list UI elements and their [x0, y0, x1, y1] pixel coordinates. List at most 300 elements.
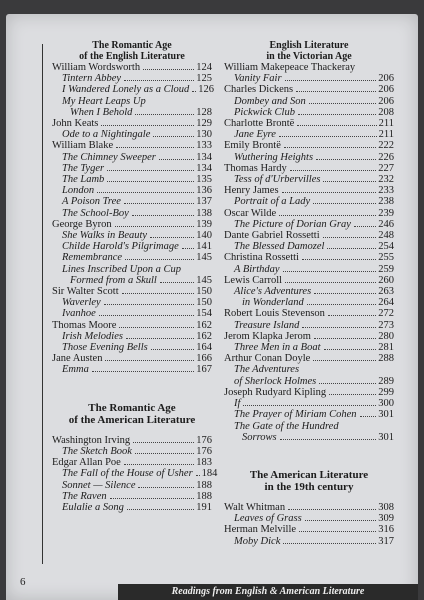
- toc-entry-title: Lewis Carroll: [224, 274, 283, 286]
- toc-entry: [224, 163, 394, 174]
- toc-entry-title: The Picture of Dorian Gray: [234, 218, 351, 230]
- toc-list: [224, 502, 394, 547]
- toc-entry-title: in Wonderland: [242, 297, 304, 309]
- toc-entry-title: London: [62, 185, 95, 197]
- left-margin-rule: [42, 44, 43, 564]
- toc-entry-title: Tess of d'Urbervilles: [234, 174, 321, 186]
- toc-entry-page: 308: [378, 501, 394, 513]
- toc-entry-title: The Lamb: [62, 174, 105, 186]
- toc-entry-page: 206: [378, 84, 394, 96]
- dot-leader: [135, 453, 194, 454]
- dot-leader: [360, 416, 377, 417]
- toc-entry-page: 154: [196, 308, 212, 320]
- toc-entry-title: She Walks in Beauty: [62, 230, 148, 242]
- toc-entry-page: 239: [378, 207, 394, 219]
- dot-leader: [124, 464, 194, 465]
- toc-entry: [224, 174, 394, 185]
- toc-entry-title: Ivanhoe: [62, 308, 96, 320]
- toc-entry-title: The Raven: [62, 490, 107, 502]
- dot-leader: [302, 259, 376, 260]
- toc-entry: [52, 252, 212, 263]
- toc-entry-title: Formed from a Skull: [70, 274, 157, 286]
- toc-entry-title: of Sherlock Holmes: [234, 375, 317, 387]
- toc-entry-page: 167: [196, 364, 212, 376]
- toc-entry: [52, 107, 212, 118]
- toc-entry-page: 126: [198, 84, 215, 96]
- toc-entry: [52, 264, 212, 275]
- toc-entry-title: Eulalie a Song: [62, 501, 124, 513]
- toc-entry-title: The Blessed Damozel: [234, 241, 325, 253]
- dot-leader: [323, 237, 377, 238]
- toc-entry-page: 183: [196, 457, 212, 469]
- toc-entry-page: 130: [196, 129, 212, 141]
- toc-entry-title: Sonnet — Silence: [62, 479, 136, 491]
- dot-leader: [107, 181, 194, 182]
- toc-entry-page: 211: [378, 118, 394, 130]
- left-column: [52, 40, 218, 513]
- dot-leader: [126, 338, 194, 339]
- toc-entry: [52, 457, 212, 468]
- heading-line: of the American Literature: [68, 414, 196, 427]
- dot-leader: [243, 405, 376, 406]
- toc-entry-page: 166: [196, 353, 212, 365]
- dot-leader: [297, 125, 376, 126]
- toc-entry-title: Washington Irving: [52, 434, 131, 446]
- book-page: [6, 14, 418, 600]
- dot-leader: [99, 315, 194, 316]
- toc-entry: [52, 342, 212, 353]
- toc-entry: [224, 196, 394, 207]
- toc-entry: [224, 297, 394, 308]
- toc-entry: [224, 129, 394, 140]
- toc-entry-title: Leaves of Grass: [234, 513, 302, 525]
- toc-entry-page: 188: [196, 479, 212, 491]
- toc-entry-title: The Chimney Sweeper: [62, 151, 156, 163]
- toc-entry-title: Herman Melville: [224, 524, 297, 536]
- toc-list: [52, 434, 218, 513]
- toc-entry-page: 188: [196, 490, 212, 502]
- section-heading: [52, 40, 212, 62]
- toc-entry-page: 316: [378, 524, 394, 536]
- dot-leader: [122, 293, 195, 294]
- toc-entry-title: Charles Dickens: [224, 84, 294, 96]
- toc-entry-title: The Sketch Book: [62, 445, 132, 457]
- toc-entry-page: 222: [378, 140, 394, 152]
- toc-entry-title: Waverley: [62, 297, 101, 309]
- toc-entry-title: The Gate of the Hundred: [234, 420, 339, 432]
- toc-entry: [224, 241, 394, 252]
- toc-entry-title: Lines Inscribed Upon a Cup: [62, 263, 181, 275]
- dot-leader: [105, 360, 194, 361]
- toc-entry-page: 141: [196, 241, 212, 253]
- toc-entry-page: 227: [378, 162, 394, 174]
- dot-leader: [107, 170, 194, 171]
- dot-leader: [153, 136, 194, 137]
- toc-entry: [224, 252, 394, 263]
- toc-entry: [52, 435, 212, 446]
- toc-entry: [52, 196, 212, 207]
- dot-leader: [298, 114, 376, 115]
- toc-entry: [52, 502, 212, 513]
- toc-entry: [224, 432, 394, 443]
- toc-entry-title: Christina Rossetti: [224, 252, 299, 264]
- toc-entry-title: Those Evening Bells: [62, 342, 148, 354]
- dot-leader: [151, 349, 195, 350]
- dot-leader: [283, 543, 376, 544]
- toc-entry: [52, 152, 212, 163]
- toc-entry-page: 232: [378, 174, 394, 186]
- dot-leader: [284, 147, 376, 148]
- toc-entry: [52, 275, 212, 286]
- section-heading: [52, 402, 212, 427]
- toc-entry-page: 124: [196, 62, 212, 73]
- toc-entry-title: Thomas Hardy: [224, 162, 287, 174]
- toc-entry-page: 281: [378, 342, 394, 354]
- toc-entry-title: Pickwick Club: [234, 106, 295, 118]
- dot-leader: [104, 304, 195, 305]
- heading-line: The Romantic Age: [92, 40, 172, 51]
- toc-entry-title: Treasure Island: [234, 319, 300, 331]
- section-heading: [224, 469, 394, 494]
- toc-entry: [224, 308, 394, 319]
- toc-entry-page: 233: [378, 185, 394, 197]
- toc-entry: [52, 96, 212, 107]
- toc-entry-page: 280: [378, 330, 394, 342]
- section-heading: [224, 40, 394, 62]
- toc-entry-page: 206: [378, 73, 394, 85]
- toc-entry-title: I Wandered Lonely as a Cloud: [62, 84, 190, 96]
- dot-leader: [327, 248, 376, 249]
- toc-entry-title: William Makepeace Thackeray: [224, 62, 356, 73]
- toc-entry: [224, 219, 394, 230]
- toc-entry-title: A Poison Tree: [62, 196, 121, 208]
- toc-entry: [224, 107, 394, 118]
- toc-entry: [224, 536, 394, 547]
- toc-entry-title: William Blake: [52, 140, 114, 152]
- toc-entry: [52, 129, 212, 140]
- dot-leader: [302, 327, 376, 328]
- toc-entry: [52, 286, 212, 297]
- toc-entry-page: 226: [378, 151, 394, 163]
- toc-entry: [224, 185, 394, 196]
- toc-entry-title: Jane Eyre: [234, 129, 276, 141]
- dot-leader: [279, 136, 377, 137]
- toc-entry-page: 259: [378, 263, 394, 275]
- dot-leader: [314, 338, 376, 339]
- toc-entry: [52, 219, 212, 230]
- toc-entry-title: My Heart Leaps Up: [62, 95, 146, 107]
- toc-entry-page: 299: [378, 386, 394, 398]
- toc-entry-title: Sorrows: [242, 431, 277, 443]
- toc-entry: [52, 185, 212, 196]
- toc-entry-page: 254: [378, 241, 394, 253]
- toc-entry-title: If: [234, 398, 241, 410]
- toc-entry-title: The Tyger: [62, 162, 105, 174]
- dot-leader: [324, 349, 377, 350]
- toc-entry-page: 246: [378, 218, 394, 230]
- toc-entry: [224, 353, 394, 364]
- toc-entry-title: George Byron: [52, 218, 112, 230]
- toc-entry-page: 162: [196, 319, 212, 331]
- heading-line: English Literature: [269, 40, 349, 51]
- toc-entry: [52, 446, 212, 457]
- heading-line: The Romantic Age: [88, 401, 176, 414]
- toc-entry-title: Ode to a Nightingale: [62, 129, 151, 141]
- toc-entry: [52, 140, 212, 151]
- right-column: [224, 40, 394, 547]
- dot-leader: [285, 80, 377, 81]
- toc-entry-page: 260: [378, 274, 394, 286]
- dot-leader: [196, 475, 200, 476]
- toc-entry-page: 129: [196, 118, 212, 130]
- toc-entry-title: Alice's Adventures: [234, 286, 312, 298]
- toc-entry-title: Three Men in a Boat: [234, 342, 321, 354]
- toc-entry: [224, 73, 394, 84]
- toc-entry-page: 139: [196, 218, 212, 230]
- heading-line: in the 19th century: [264, 481, 354, 494]
- toc-entry-title: Henry James: [224, 185, 279, 197]
- dot-leader: [307, 304, 377, 305]
- toc-entry-page: 191: [196, 501, 212, 513]
- toc-entry-title: Joseph Rudyard Kipling: [224, 386, 327, 398]
- toc-entry: [224, 320, 394, 331]
- toc-entry-title: Emily Brontë: [224, 140, 281, 152]
- toc-entry: [224, 84, 394, 95]
- toc-entry-title: William Wordsworth: [52, 62, 141, 73]
- dot-leader: [116, 147, 194, 148]
- toc-entry: [224, 96, 394, 107]
- toc-entry: [224, 208, 394, 219]
- heading-line: The American Literature: [249, 468, 369, 481]
- toc-entry: [52, 297, 212, 308]
- toc-entry: [224, 398, 394, 409]
- toc-entry-page: 263: [378, 286, 394, 298]
- footer-banner: Readings from English & American Literature: [118, 584, 418, 600]
- toc-entry: [52, 208, 212, 219]
- dot-leader: [314, 293, 376, 294]
- toc-entry-title: Moby Dick: [234, 535, 281, 547]
- toc-entry-page: 134: [196, 151, 212, 163]
- dot-leader: [110, 498, 195, 499]
- toc-entry-page: 301: [378, 431, 394, 443]
- toc-entry-page: 140: [196, 230, 212, 242]
- dot-leader: [288, 509, 376, 510]
- toc-entry: [224, 376, 394, 387]
- dot-leader: [132, 215, 194, 216]
- toc-entry: [224, 152, 394, 163]
- dot-leader: [299, 531, 376, 532]
- toc-entry-title: Arthur Conan Doyle: [224, 353, 311, 365]
- toc-entry-page: 176: [196, 434, 212, 446]
- dot-leader: [309, 103, 377, 104]
- toc-entry: [52, 480, 212, 491]
- toc-entry-page: 289: [378, 375, 394, 387]
- toc-entry: [224, 118, 394, 129]
- toc-entry-page: 137: [196, 196, 212, 208]
- toc-entry: [224, 513, 394, 524]
- toc-entry-page: 150: [196, 286, 212, 298]
- toc-entry-page: 301: [378, 409, 394, 421]
- dot-leader: [133, 442, 194, 443]
- toc-entry-title: Childe Harold's Pilgrimage: [62, 241, 179, 253]
- dot-leader: [135, 114, 194, 115]
- toc-entry-page: 300: [378, 398, 394, 410]
- toc-entry: [224, 140, 394, 151]
- dot-leader: [313, 203, 376, 204]
- toc-entry-page: 145: [196, 274, 212, 286]
- dot-leader: [280, 439, 377, 440]
- toc-entry-title: Jane Austen: [52, 353, 103, 365]
- toc-entry: [224, 364, 394, 375]
- toc-entry-page: 128: [196, 106, 212, 118]
- toc-list: [224, 62, 394, 443]
- heading-line: in the Victorian Age: [266, 51, 352, 62]
- toc-entry-title: Emma: [62, 364, 89, 376]
- toc-entry: [52, 320, 212, 331]
- toc-entry: [224, 286, 394, 297]
- toc-entry-title: Thomas Moore: [52, 319, 117, 331]
- dot-leader: [319, 383, 376, 384]
- toc-entry-title: Wuthering Heights: [234, 151, 314, 163]
- toc-entry-page: 238: [378, 196, 394, 208]
- toc-entry: [224, 421, 394, 432]
- toc-entry-page: 248: [378, 230, 394, 242]
- dot-leader: [354, 226, 376, 227]
- toc-entry: [52, 308, 212, 319]
- toc-entry-page: 133: [196, 140, 212, 152]
- dot-leader: [323, 181, 376, 182]
- dot-leader: [124, 80, 194, 81]
- toc-entry-page: 317: [378, 535, 394, 547]
- toc-entry-title: Charlotte Brontë: [224, 118, 295, 130]
- toc-entry: [224, 230, 394, 241]
- toc-entry-page: 264: [378, 297, 394, 309]
- toc-entry-page: 150: [196, 297, 212, 309]
- toc-entry: [52, 353, 212, 364]
- dot-leader: [160, 282, 194, 283]
- toc-entry-title: Edgar Allan Poe: [52, 457, 121, 469]
- dot-leader: [150, 237, 194, 238]
- toc-entry: [224, 331, 394, 342]
- toc-entry-title: The School-Boy: [62, 207, 129, 219]
- toc-entry: [52, 84, 215, 96]
- toc-entry: [52, 491, 212, 502]
- toc-entry-title: The Prayer of Miriam Cohen: [234, 409, 357, 421]
- dot-leader: [92, 371, 194, 372]
- toc-entry: [224, 387, 394, 398]
- toc-entry-page: 136: [196, 185, 212, 197]
- dot-leader: [115, 226, 195, 227]
- toc-entry: [224, 409, 394, 420]
- dot-leader: [182, 248, 194, 249]
- toc-entry-title: The Adventures: [234, 364, 300, 376]
- toc-entry-page: 211: [378, 129, 394, 141]
- toc-entry: [224, 342, 394, 353]
- toc-entry-page: 184: [201, 468, 218, 480]
- dot-leader: [329, 394, 376, 395]
- toc-entry-page: 255: [378, 252, 394, 264]
- toc-entry: [224, 275, 394, 286]
- toc-entry-title: Oscar Wilde: [224, 207, 277, 219]
- toc-entry: [224, 524, 394, 535]
- toc-entry-title: Irish Melodies: [62, 330, 123, 342]
- toc-entry-title: When I Behold: [70, 106, 133, 118]
- toc-entry-title: Dante Gabriel Rossetti: [224, 230, 320, 242]
- toc-entry-title: The Fall of the House of Usher: [62, 468, 193, 480]
- dot-leader: [290, 170, 377, 171]
- toc-entry: [52, 468, 218, 480]
- toc-entry-title: Vanity Fair: [234, 73, 282, 85]
- dot-leader: [285, 282, 376, 283]
- toc-entry: [224, 264, 394, 275]
- toc-entry-title: Sir Walter Scott: [52, 286, 119, 298]
- toc-entry: [52, 118, 212, 129]
- toc-entry-title: Remembrance: [62, 252, 123, 264]
- toc-list: [52, 62, 215, 376]
- dot-leader: [305, 520, 377, 521]
- toc-entry: [224, 62, 394, 73]
- toc-entry-title: Jerom Klapka Jerom: [224, 330, 311, 342]
- dot-leader: [296, 91, 376, 92]
- heading-line: of the English Literature: [79, 51, 185, 62]
- dot-leader: [159, 159, 194, 160]
- dot-leader: [316, 159, 376, 160]
- toc-entry: [52, 364, 212, 375]
- toc-entry-page: 134: [196, 162, 212, 174]
- dot-leader: [143, 69, 194, 70]
- toc-entry-title: Robert Louis Stevenson: [224, 308, 325, 320]
- toc-entry: [52, 331, 212, 342]
- toc-entry-page: 162: [196, 330, 212, 342]
- toc-entry-title: Dombey and Son: [234, 95, 306, 107]
- dot-leader: [138, 487, 194, 488]
- dot-leader: [279, 215, 376, 216]
- toc-entry-page: 273: [378, 319, 394, 331]
- toc-entry: [52, 241, 212, 252]
- dot-leader: [313, 360, 376, 361]
- dot-leader: [283, 271, 377, 272]
- toc-entry-title: John Keats: [52, 118, 99, 130]
- toc-entry-page: 135: [196, 174, 212, 186]
- dot-leader: [125, 259, 194, 260]
- toc-entry-page: 206: [378, 95, 394, 107]
- toc-entry-title: A Birthday: [234, 263, 280, 275]
- toc-entry-title: Walt Whitman: [224, 501, 286, 513]
- toc-entry-page: 145: [196, 252, 212, 264]
- toc-entry-page: 309: [378, 513, 394, 525]
- toc-entry-page: 272: [378, 308, 394, 320]
- toc-entry: [52, 174, 212, 185]
- toc-entry-title: Tintern Abbey: [62, 73, 122, 85]
- toc-entry: [52, 62, 212, 73]
- toc-entry: [52, 73, 212, 84]
- page-number: 6: [20, 576, 26, 588]
- toc-entry-page: 164: [196, 342, 212, 354]
- toc-entry: [52, 230, 212, 241]
- dot-leader: [119, 327, 194, 328]
- toc-entry-title: Portrait of a Lady: [234, 196, 311, 208]
- dot-leader: [127, 509, 194, 510]
- toc-entry: [224, 502, 394, 513]
- dot-leader: [282, 192, 377, 193]
- toc-entry-page: 288: [378, 353, 394, 365]
- dot-leader: [101, 125, 194, 126]
- toc-entry-page: 125: [196, 73, 212, 85]
- toc-entry: [52, 163, 212, 174]
- dot-leader: [124, 203, 194, 204]
- toc-entry-page: 176: [196, 445, 212, 457]
- dot-leader: [97, 192, 194, 193]
